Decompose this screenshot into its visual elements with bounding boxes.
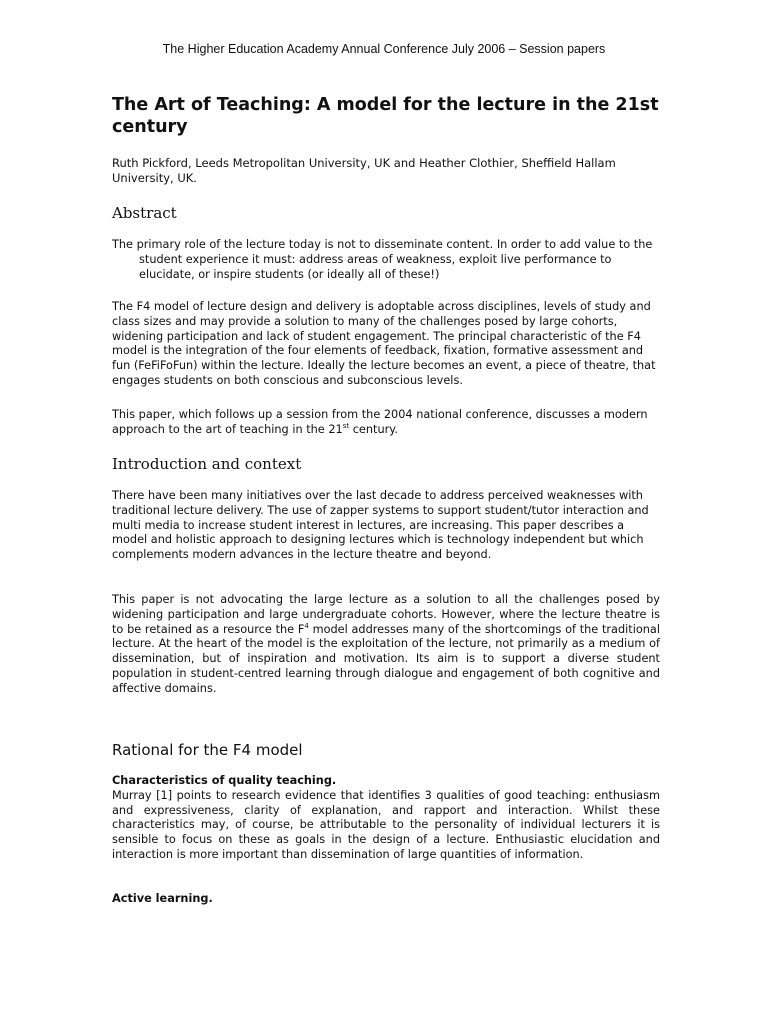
abstract-p3-text-end: century.: [349, 422, 398, 436]
abstract-heading: Abstract: [112, 204, 177, 222]
running-header: The Higher Education Academy Annual Conference July 2006 – Session papers: [162, 42, 606, 56]
rational-paragraph-1: [112, 774, 660, 863]
rational-p1-text: Murray [1] points to research evidence that identifies 3 qualities of good teaching: enthusiasm and expressiveness, clarity of explanation, and rapport and interaction. Whilst these characteristics may, of course, be attributable to the personality of individual lecturers it is sensible to focus on these as goals in the design of a lecture. Enthusiastic elucidation and interaction is more important than dissemination of large quantities of information.: [112, 788, 660, 861]
author-line: Ruth Pickford, Leeds Metropolitan University, UK and Heather Clothier, Sheffield Hallam University, UK.: [112, 156, 616, 185]
intro-p2-text-end: model addresses many of the shortcomings of the traditional lecture. At the heart of the model is the exploitation of the lecture, not primarily as a medium of dissemination, but of inspiration and motivation. Its aim is to support a diverse student population in student-centred learning through dialogue and engagement of both cognitive and affective domains.: [112, 622, 660, 695]
paper-title: The Art of Teaching: A model for the lecture in the 21st century: [112, 95, 659, 137]
rational-heading: Rational for the F4 model: [112, 741, 303, 759]
abstract-paragraph-2: The F4 model of lecture design and delivery is adoptable across disciplines, levels of study and class sizes and may provide a solution to many of the challenges posed by large cohorts, widening participation and lack of student engagement. The principal characteristic of the F4 model is the integration of the four elements of feedback, fixation, formative assessment and fun (FeFiFoFun) within the lecture. Ideally the lecture becomes an event, a piece of theatre, that engages students on both conscious and subconscious levels.: [112, 300, 656, 387]
abstract-p3-superscript: st: [342, 422, 350, 431]
abstract-paragraph-3: [112, 408, 660, 438]
intro-p2-superscript: 4: [304, 621, 309, 630]
introduction-heading: Introduction and context: [112, 455, 302, 473]
abstract-paragraph-1: The primary role of the lecture today is not to disseminate content. In order to add value to the student experience it must: address areas of weakness, exploit live performance to elucidate, or inspire students (or ideally all of these!): [112, 238, 653, 281]
intro-p2-text: This paper is not advocating the large lecture as a solution to all the challenges posed by widening participation and large undergraduate cohorts. However, where the lecture theatre is to be retained as a resource the F: [112, 593, 660, 636]
intro-paragraph-1: There have been many initiatives over the last decade to address perceived weaknesses with traditional lecture delivery. The use of zapper systems to support student/tutor interaction and multi media to increase student interest in lectures, are increasing. This paper describes a model and holistic approach to designing lectures which is technology independent but which complements modern advances in the lecture theatre and beyond.: [112, 489, 649, 562]
abstract-p3-text: This paper, which follows up a session from the 2004 national conference, discusses a modern approach to the art of teaching in the 21: [112, 408, 648, 436]
intro-paragraph-2: [112, 593, 660, 697]
active-learning-subheading: Active learning.: [112, 892, 213, 905]
quality-teaching-subheading: Characteristics of quality teaching.: [112, 774, 337, 787]
